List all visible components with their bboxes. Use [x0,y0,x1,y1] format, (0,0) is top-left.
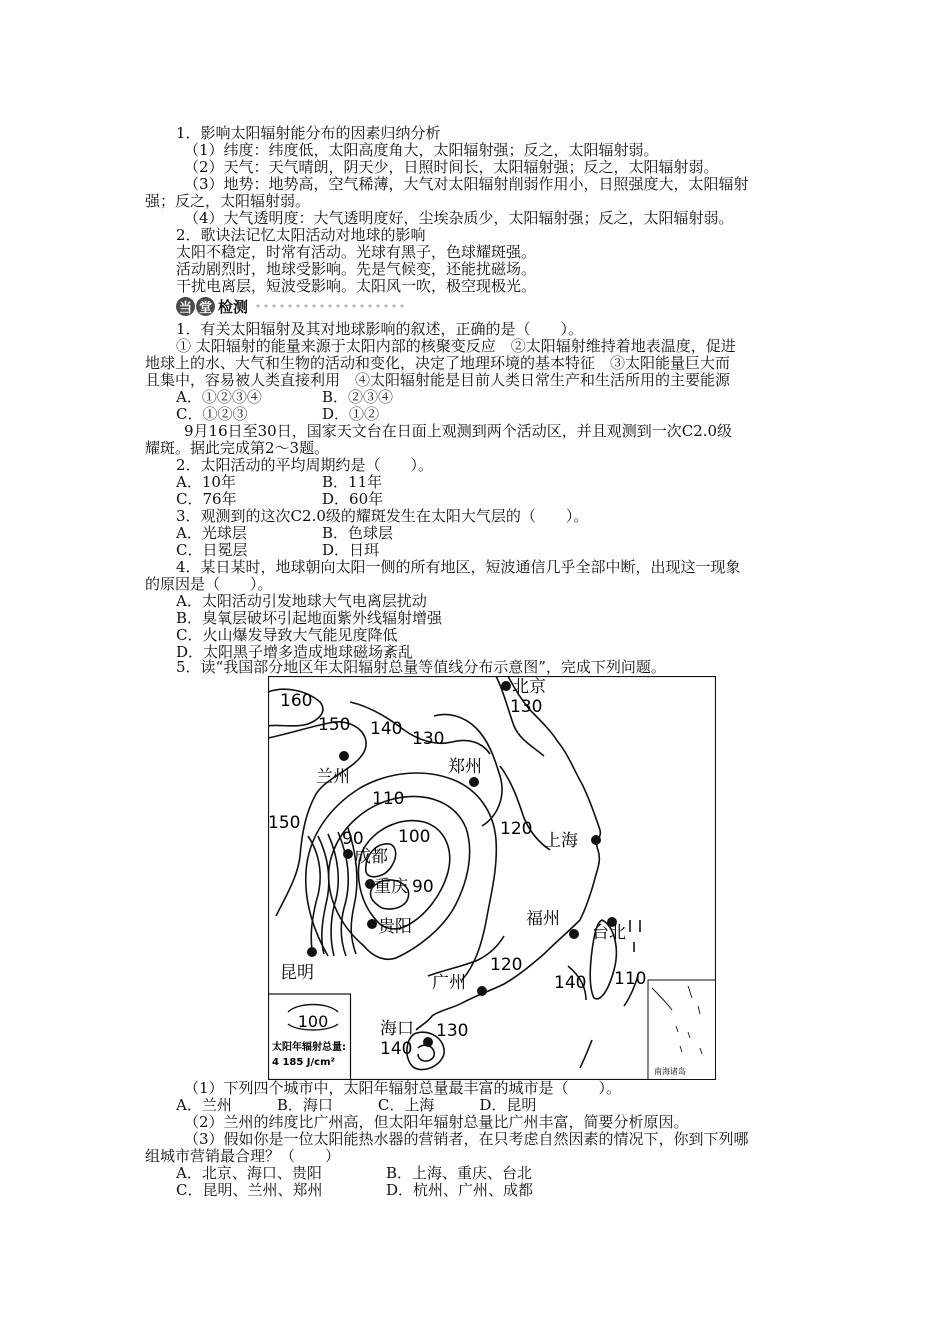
q4-stem-1: 4．某日某时，地球朝向太阳一侧的所有地区，短波通信几乎全部中断，出现这一现象 [176,558,741,576]
q3-stem: 3．观测到的这次C2.0级的耀斑发生在太阳大气层的（ ）。 [176,507,589,525]
q1-statement-3: 且集中，容易被人类直接利用 ④太阳辐射能是目前人类日常生产和生活所用的主要能源 [145,371,731,389]
summary-line-7: 2．歌诀法记忆太阳活动对地球的影响 [176,226,426,244]
city-label-zhengzhou: 郑州 [448,757,482,777]
isoline-value: 130 [510,697,543,717]
isoline-value: 110 [372,789,405,809]
q4-option-b: B．臭氧层破坏引起地面紫外线辐射增强 [176,609,443,627]
chengdu-dot [343,849,353,859]
city-label-kunming: 昆明 [280,963,314,983]
summary-line-4: （3）地势：地势高，空气稀薄，大气对太阳辐射削弱作用小，日照强度大，太阳辐射 [184,175,749,193]
q3-option-b: B．色球层 [322,524,394,542]
beijing-dot [501,681,511,691]
mnemonic-line-2: 活动剧烈时，地球受影响。先是气候变，还能扰磁场。 [176,260,537,278]
isoline-value: 90 [412,877,434,897]
q1-stem: 1．有关太阳辐射及其对地球影响的叙述，正确的是（ ）。 [176,320,584,338]
mnemonic-line-3: 干扰电离层，短波受影响。太阳风一吹，极空现极光。 [176,277,537,295]
q1-option-b: B．②③④ [322,388,394,406]
summary-line-6: （4）大气透明度：大气透明度好，尘埃杂质少，太阳辐射强；反之，太阳辐射弱。 [184,209,734,227]
q1-option-d: D．①② [322,405,380,423]
city-label-shanghai: 上海 [544,831,578,851]
legend-unit: 4 185 J/cm² [272,1057,335,1068]
q1-option-c: C．①②③ [176,405,248,423]
q4-option-d: D．太阳黑子增多造成地球磁场紊乱 [176,643,414,661]
q1-statement-2: 地球上的水、大气和生物的活动和变化，决定了地理环境的基本特征 ③太阳能量巨大而 [145,354,731,372]
city-label-haikou: 海口 [380,1019,414,1039]
q4-option-a: A．太阳活动引发地球大气电离层扰动 [176,592,427,610]
q5-sub1-options: A．兰州 B．海口 C．上海 D．昆明 [176,1096,537,1114]
haikou-dot [423,1037,433,1047]
isoline-value: 120 [500,819,533,839]
fuzhou-dot [569,929,579,939]
solar-radiation-isoline-map [268,676,716,1080]
city-label-lanzhou: 兰州 [316,767,350,787]
header-badge-2: 堂 [196,297,215,316]
city-label-beijing: 北京 [512,677,546,697]
q5-sub1: （1）下列四个城市中，太阳年辐射总量最丰富的城市是（ ）。 [184,1079,622,1097]
q5-option-a: A．北京、海口、贵阳 [176,1164,322,1182]
q3-option-c: C．日冕层 [176,541,248,559]
isoline-value: 130 [412,729,445,749]
city-label-chengdu: 成都 [354,847,388,867]
isoline-value: 130 [436,1021,469,1041]
isoline-value: 90 [342,829,364,849]
q2-option-a: A．10年 [176,473,236,491]
q1-option-a: A．①②③④ [176,388,262,406]
city-label-chongqing: 重庆 [374,877,408,897]
isoline-value: 140 [554,973,587,993]
city-label-fuzhou: 福州 [526,909,560,929]
summary-line-3: （2）天气：天气晴朗，阴天少，日照时间长，太阳辐射强；反之，太阳辐射弱。 [184,158,719,176]
legend-label: 太阳年辐射总量: [272,1042,346,1053]
q5-stem: 5．读“我国部分地区年太阳辐射总量等值线分布示意图”，完成下列问题。 [176,658,666,676]
isoline-value: 140 [380,1039,413,1059]
section-header [176,296,404,316]
city-label-guiyang: 贵阳 [378,917,412,937]
summary-line-1: 1．影响太阳辐射能分布的因素归纳分析 [176,124,441,142]
isoline-value: 110 [614,969,647,989]
city-label-guangzhou: 广州 [432,973,466,993]
legend-sample-value: 100 [297,1012,329,1031]
q5-option-c: C．昆明、兰州、郑州 [176,1181,323,1199]
isoline-value: 150 [318,715,351,735]
summary-line-2: （1）纬度：纬度低，太阳高度角大，太阳辐射强；反之，太阳辐射弱。 [184,141,659,159]
q5-option-b: B．上海、重庆、台北 [386,1164,533,1182]
q3-option-a: A．光球层 [176,524,247,542]
header-badge-1: 当 [176,297,195,316]
inset-label: 南海诸岛 [654,1067,686,1076]
q2-option-d: D．60年 [322,490,384,508]
q1-statement-1: ① 太阳辐射的能量来源于太阳内部的核聚变反应 ②太阳辐射维持着地表温度，促进 [176,337,736,355]
guiyang-dot [367,919,377,929]
q2-option-c: C．76年 [176,490,237,508]
q5-sub3-line-2: 组城市营销最合理？（ ） [145,1147,341,1165]
header-dotted-rule [254,303,404,309]
header-title: 检测 [218,297,249,316]
isoline-value: 150 [268,813,301,833]
q5-option-d: D．杭州、广州、成都 [386,1181,534,1199]
q4-option-c: C．火山爆发导致大气能见度降低 [176,626,398,644]
q2-option-b: B．11年 [322,473,383,491]
q4-stem-2: 的原因是（ ）。 [145,575,273,593]
q2-stem: 2．太阳活动的平均周期约是（ ）。 [176,456,434,474]
mnemonic-line-1: 太阳不稳定，时常有活动。光球有黑子，色球耀斑强。 [176,243,537,261]
zhengzhou-dot [469,777,479,787]
isoline-value: 140 [370,719,403,739]
isoline-value: 120 [490,955,523,975]
city-label-taibei: 台北 [592,923,626,943]
kunming-dot [307,947,317,957]
intro-line-1: 9月16日至30日，国家天文台在日面上观测到两个活动区，并且观测到一次C2.0级 [184,422,733,440]
summary-line-5: 强；反之，太阳辐射弱。 [145,192,311,210]
lanzhou-dot [339,751,349,761]
isoline-value: 100 [398,827,431,847]
q5-sub3-line-1: （3）假如你是一位太阳能热水器的营销者，在只考虑自然因素的情况下，你到下列哪 [184,1130,749,1148]
isoline-value: 160 [280,691,313,711]
shanghai-dot [591,835,601,845]
q3-option-d: D．日珥 [322,541,380,559]
intro-line-2: 耀斑。据此完成第2～3题。 [145,439,330,457]
guangzhou-dot [477,986,487,996]
q5-sub2: （2）兰州的纬度比广州高，但太阳年辐射总量比广州丰富，简要分析原因。 [184,1113,689,1131]
